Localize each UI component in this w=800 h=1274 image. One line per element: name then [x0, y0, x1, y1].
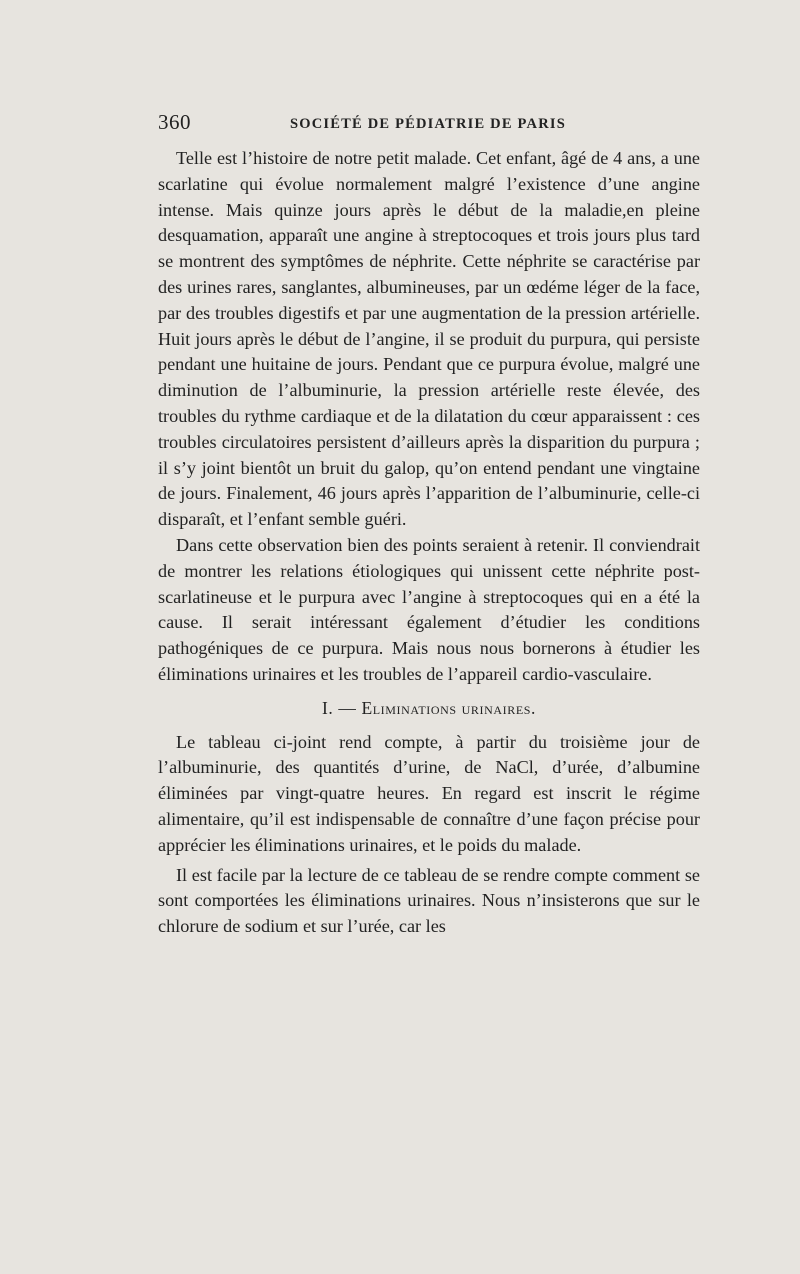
- page-number: 360: [158, 110, 191, 134]
- page-header: [158, 110, 700, 140]
- section-heading: [158, 696, 700, 722]
- running-title: SOCIÉTÉ DE PÉDIATRIE DE PARIS: [290, 116, 566, 132]
- paragraph-case-history: Telle est l’histoire de notre petit malade. Cet enfant, âgé de 4 ans, a une scarlatine qui évolue normalement malgré l’existence d’une angine intense. Mais quinze jours après le début de la maladie,en pleine desquamation, apparaît une angine à streptocoques et trois jours plus tard se montrent des symptômes de néphrite. Cette néphrite se caractérise par des urines rares, sanglantes, albumineuses, par un œdéme léger de la face, par des troubles digestifs et par une augmentation de la pression artérielle. Huit jours après le début de l’angine, il se produit du purpura, qui persiste pendant une huitaine de jours. Pendant que ce purpura évolue, malgré une diminution de l’albuminurie, la pression artérielle reste élevée, des troubles du rythme cardiaque et de la dilatation du cœur apparaissent : ces troubles circulatoires persistent d’ailleurs après la disparition du purpura ; il s’y joint bientôt un bruit du galop, qu’on entend pendant une vingtaine de jours. Finalement, 46 jours après l’apparition de l’albuminurie, celle-ci disparaît, et l’enfant semble guéri.: [158, 148, 700, 530]
- section-title: Eliminations urinaires.: [361, 697, 537, 718]
- paragraph-observation: Dans cette observation bien des points seraient à retenir. Il conviendrait de montrer les relations étiologiques qui unissent cette néphrite post-scarlatineuse et le purpura avec l’angine à streptocoques qui en a été la cause. Il serait intéressant également d’étudier les conditions pathogéniques de ce purpura. Mais nous nous bornerons à étudier les éliminations urinaires et les troubles de l’appareil cardio-vasculaire.: [158, 534, 700, 684]
- body-text: [158, 146, 700, 940]
- paragraph-table-reading: Il est facile par la lecture de ce tableau de se rendre compte comment se sont comportées les éliminations urinaires. Nous n’insisterons que sur le chlorure de sodium et sur l’urée, car les: [158, 864, 700, 937]
- paragraph-table-description: Le tableau ci-joint rend compte, à partir du troisième jour de l’albuminurie, des quantités d’urine, de NaCl, d’urée, d’albumine éliminées par vingt-quatre heures. En regard est inscrit le régime alimentaire, qu’il est indispensable de connaître d’une façon précise pour apprécier les éliminations urinaires, et le poids du malade.: [158, 731, 700, 855]
- section-number: I. —: [321, 697, 357, 718]
